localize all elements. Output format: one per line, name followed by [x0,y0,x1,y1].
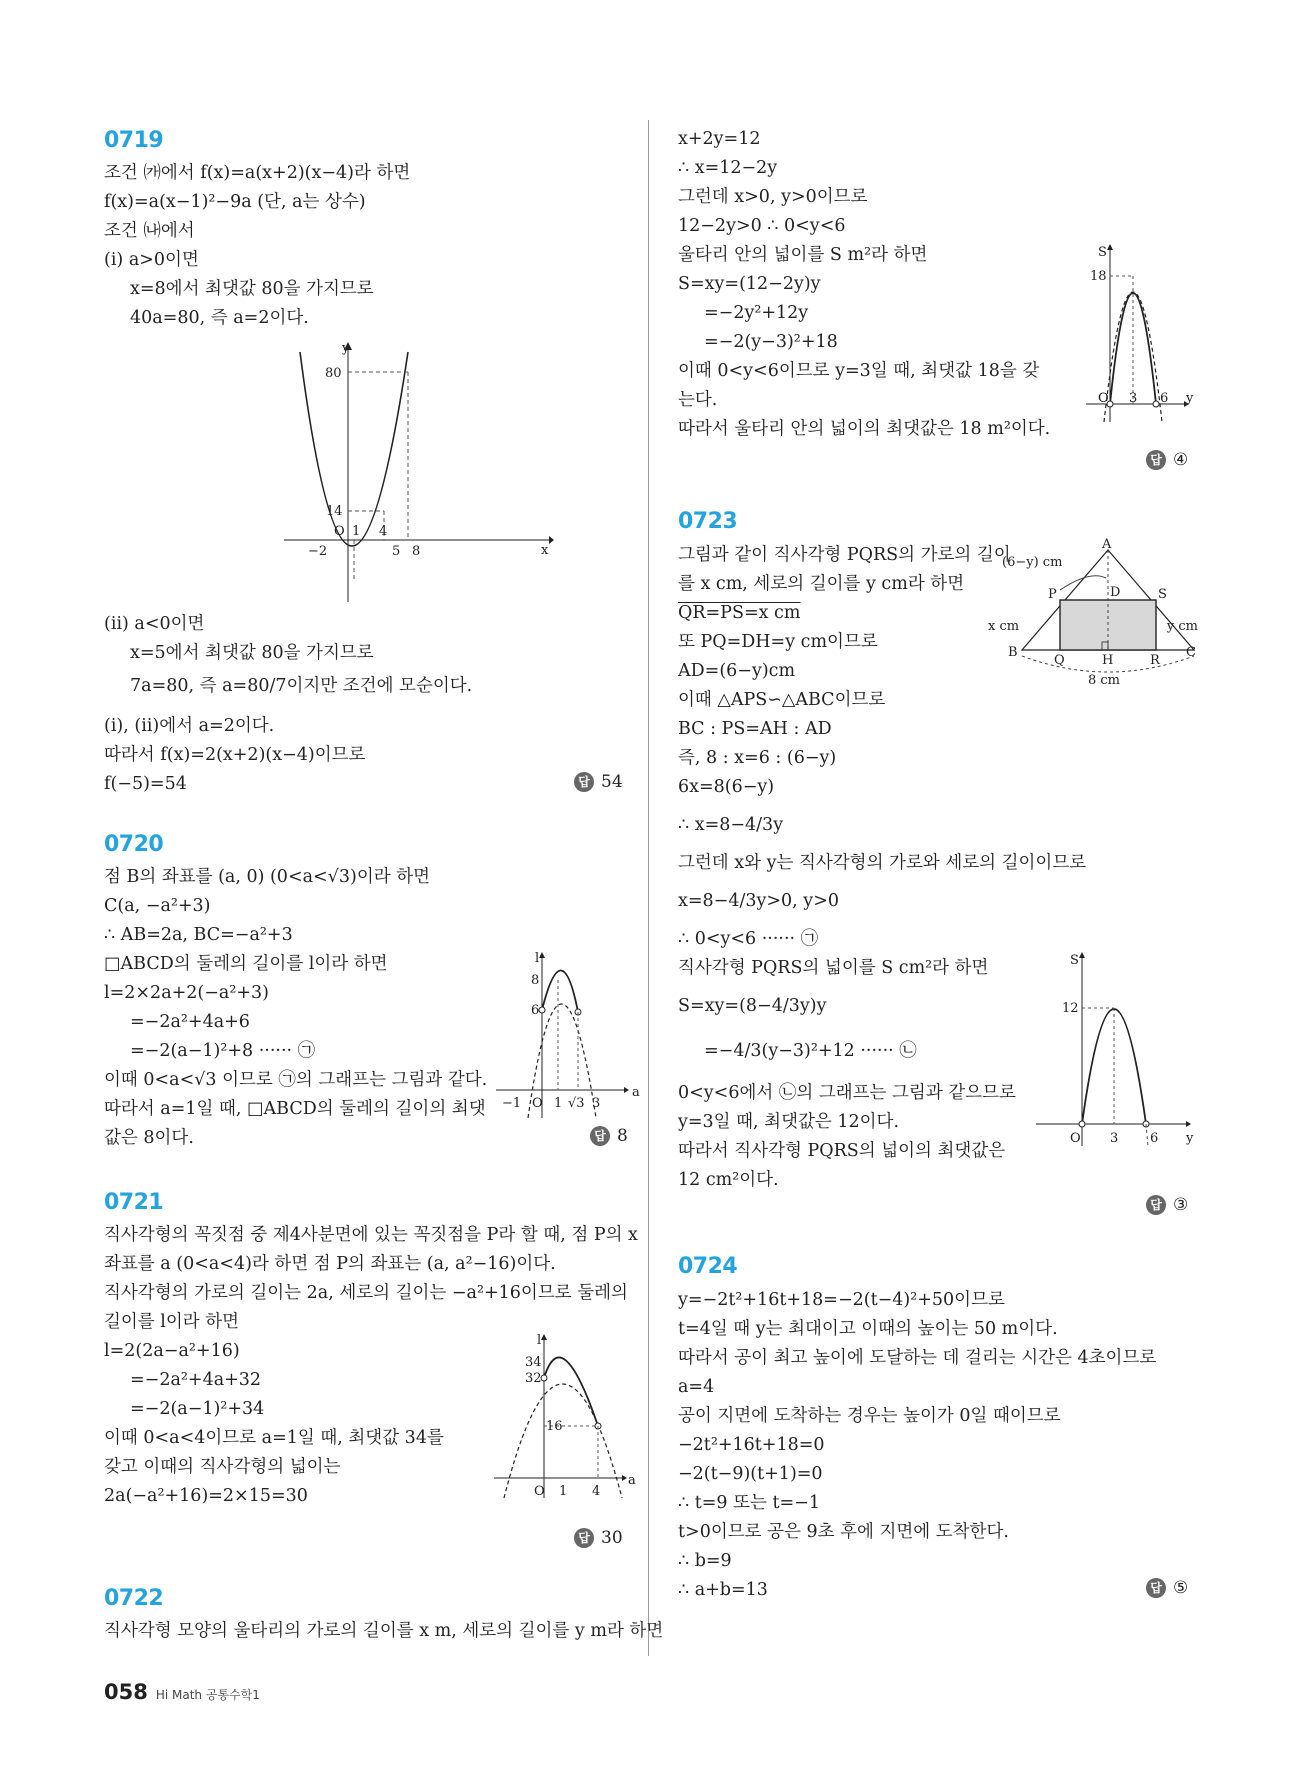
line: a=4 [678,1377,715,1397]
line: (ⅰ), (ⅱ)에서 a=2이다. [104,716,275,736]
line: ∴ 0<y<6 ······ ㉠ [678,929,819,949]
x-label: a [628,1473,636,1488]
answer-0724 [1146,1578,1188,1598]
tick-12: 12 [1062,1001,1079,1016]
line: 40a=80, 즉 a=2이다. [130,308,309,328]
problem-number-0720: 0720 [104,832,164,857]
graph-0720 [496,950,640,1120]
tick-m2: −2 [308,544,328,559]
y-arrow [1107,244,1113,250]
origin-label: O [532,1096,543,1111]
tick-4: 4 [379,524,388,539]
answer-badge: 답 [590,1126,610,1146]
problem-number-0724: 0724 [678,1254,738,1279]
line: 이때 △APS∽△ABC이므로 [678,690,886,710]
line: y=3일 때, 최댓값은 12이다. [678,1112,900,1132]
line: 2a(−a²+16)=2×15=30 [104,1486,308,1506]
y-label: S [1070,953,1079,968]
line: BC : PS=AH : AD [678,719,832,739]
line: AD=(6−y)cm [678,661,796,681]
line: QR=PS=x cm [678,603,801,623]
origin-label: O [534,1484,545,1499]
line: ∴ x=12−2y [678,158,778,178]
line: (ⅱ) a<0이면 [104,614,205,634]
x-arrow [1186,1121,1191,1127]
line: =−2(y−3)²+18 [704,332,838,352]
line: 따라서 울타리 안의 넓이의 최댓값은 18 m²이다. [678,419,1051,439]
x-arrow [624,1087,629,1093]
line: 갖고 이때의 직사각형의 넓이는 [104,1457,341,1477]
origin-label: O [1070,1131,1081,1146]
label-base: 8 cm [1088,673,1121,688]
triangle-figure-0723 [988,537,1198,688]
line: 직사각형의 가로의 길이는 2a, 세로의 길이는 −a²+16이므로 둘레의 [104,1283,628,1303]
line: l=2(2a−a²+16) [104,1341,240,1361]
parabola [300,352,408,546]
line: 7a=80, 즉 a=80/7이지만 조건에 모순이다. [130,676,473,696]
line: 따라서 직사각형 PQRS의 넓이의 최댓값은 [678,1141,1006,1161]
line: x+2y=12 [678,129,761,149]
page-number: 058 [104,1680,148,1704]
answer-badge: 답 [1146,1195,1166,1215]
line: S=xy=(8−4/3y)y [678,996,827,1016]
line: x=5에서 최댓값 80을 가지므로 [130,643,374,663]
line: 그런데 x와 y는 직사각형의 가로와 세로의 길이이므로 [678,853,1087,873]
tick-sqrt3: √3 [568,1096,585,1111]
label-q: Q [1054,653,1065,668]
answer-badge: 답 [574,772,594,792]
tick-8: 8 [531,973,540,988]
y-label: l [537,1333,542,1348]
y-arrow [541,1334,547,1340]
line: −2t²+16t+18=0 [678,1435,825,1455]
x-arrow [622,1475,627,1481]
y-arrow [539,952,545,958]
y-label: l [535,951,540,966]
tick-3: 3 [1110,1131,1119,1146]
parabola-dashed [504,1384,622,1498]
line: =−2y²+12y [704,303,809,323]
graph-0723 [1036,950,1196,1150]
answer-0722 [1146,450,1188,470]
line: 조건 ㈏에서 [104,221,195,241]
line: 조건 ㈎에서 f(x)=a(x+2)(x−4)라 하면 [104,163,411,183]
label-p: P [1048,587,1057,602]
label-r: R [1150,653,1160,668]
label-d: D [1110,585,1121,600]
x-label: y [1186,1131,1194,1146]
tick-5: 5 [392,544,401,559]
graph-0719 [284,340,554,602]
label-a: A [1102,537,1112,552]
open-point-a0 [539,1007,545,1013]
answer-value: ③ [1173,1195,1189,1215]
line: =−2a²+4a+32 [130,1370,262,1390]
answer-value: 30 [601,1528,623,1548]
tick-14: 14 [326,504,343,519]
open-point-a0 [541,1375,547,1381]
line: ∴ AB=2a, BC=−a²+3 [104,925,293,945]
line: =−2(a−1)²+8 ······ ㉠ [130,1041,316,1061]
tick-m1: −1 [502,1096,522,1111]
line: x=8−4/3y>0, y>0 [678,891,839,911]
tick-80: 80 [325,366,342,381]
line: 즉, 8 : x=6 : (6−y) [678,748,837,768]
open-point-0 [1079,1121,1085,1127]
line: =−2(a−1)²+34 [130,1399,265,1419]
answer-0719 [574,772,623,792]
line: 그런데 x>0, y>0이므로 [678,187,868,207]
problem-number-0723: 0723 [678,509,738,534]
tick-16: 16 [546,1419,563,1434]
line: 직사각형의 꼭짓점 중 제4사분면에 있는 꼭짓점을 P라 할 때, 점 P의 x [104,1225,638,1245]
line: 울타리 안의 넓이를 S m²라 하면 [678,245,928,265]
x-label: y [1186,391,1194,406]
answer-0723 [1146,1195,1188,1215]
line: 이때 0<a<√3 이므로 ㉠의 그래프는 그림과 같다. [104,1070,488,1090]
y-arrow [1079,952,1085,958]
line: 는다. [678,390,718,410]
line: 그림과 같이 직사각형 PQRS의 가로의 길이 [678,545,1011,565]
line: −2(t−9)(t+1)=0 [678,1464,823,1484]
line: 따라서 a=1일 때, □ABCD의 둘레의 길이의 최댓 [104,1099,486,1119]
tick-18: 18 [1090,269,1107,284]
origin-label: O [334,524,345,539]
label-b: B [1008,645,1018,660]
line: 직사각형 PQRS의 넓이를 S cm²라 하면 [678,958,989,978]
page-footer [104,1680,260,1704]
top-pointer [1060,576,1106,590]
graph-0722 [1076,242,1196,422]
line: =−2a²+4a+6 [130,1012,250,1032]
graph-0721 [494,1330,634,1500]
line: S=xy=(12−2y)y [678,274,821,294]
problem-number-0719: 0719 [104,128,164,153]
line: 좌표를 a (0<a<4)라 하면 점 P의 좌표는 (a, a²−16)이다. [104,1254,556,1274]
tick-8: 8 [412,544,421,559]
answer-badge: 답 [1146,450,1166,470]
line: 공이 지면에 도착하는 경우는 높이가 0일 때이므로 [678,1406,1061,1426]
line: □ABCD의 둘레의 길이를 l이라 하면 [104,954,388,974]
answer-value: ⑤ [1173,1578,1189,1598]
line: 이때 0<y<6이므로 y=3일 때, 최댓값 18을 갖 [678,361,1040,381]
parabola-solid [542,970,578,1012]
column-divider [648,120,649,1656]
line: 값은 8이다. [104,1128,194,1148]
answer-badge: 답 [1146,1578,1166,1598]
label-top-length: (6−y) cm [1002,555,1063,570]
tick-1: 1 [554,1096,563,1111]
line: C(a, −a²+3) [104,896,211,916]
line: ∴ t=9 또는 t=−1 [678,1493,820,1513]
x-arrow [549,536,554,544]
answer-value: 8 [617,1126,628,1146]
tick-32: 32 [525,1371,542,1386]
line: 6x=8(6−y) [678,777,775,797]
origin-label: O [1098,391,1109,406]
answer-0721 [574,1528,623,1548]
tick-6: 6 [531,1003,540,1018]
book-title: Hi Math 공통수학1 [155,1688,260,1702]
line: 직사각형 모양의 울타리의 가로의 길이를 x m, 세로의 길이를 y m라 하면 [104,1621,664,1641]
open-point-6 [1153,401,1159,407]
line: 또 PQ=DH=y cm이므로 [678,632,878,652]
line: =−4/3(y−3)²+12 ······ ㉡ [704,1041,917,1061]
line: (ⅰ) a>0이면 [104,250,199,270]
problem-number-0721: 0721 [104,1190,164,1215]
answer-value: ④ [1173,450,1189,470]
line: 따라서 공이 최고 높이에 도달하는 데 걸리는 시간은 4초이므로 [678,1348,1157,1368]
line: ∴ a+b=13 [678,1580,768,1600]
line: 12−2y>0 ∴ 0<y<6 [678,216,846,236]
parabola-solid [544,1357,598,1426]
y-label: y [342,341,350,356]
label-h: H [1102,653,1114,668]
line: 이때 0<a<4이므로 a=1일 때, 최댓값 34를 [104,1428,444,1448]
x-label: x [541,543,549,558]
tick-6: 6 [1160,391,1169,406]
line: 길이를 l이라 하면 [104,1312,240,1332]
tick-1: 1 [559,1484,568,1499]
tick-4: 4 [592,1484,601,1499]
label-s: S [1158,587,1167,602]
label-x-cm: x cm [988,619,1020,634]
y-label: S [1098,245,1107,260]
line: t>0이므로 공은 9초 후에 지면에 도착한다. [678,1522,1009,1542]
tick-1: 1 [352,524,361,539]
line: 점 B의 좌표를 (a, 0) (0<a<√3)이라 하면 [104,867,430,887]
line: l=2×2a+2(−a²+3) [104,983,269,1003]
tick-6: 6 [1150,1131,1159,1146]
tick-3: 3 [592,1096,601,1111]
answer-value: 54 [601,772,623,792]
line: ∴ x=8−4/3y [678,815,784,835]
line: x=8에서 최댓값 80을 가지므로 [130,279,374,299]
line: 0<y<6에서 ㉡의 그래프는 그림과 같으므로 [678,1083,1016,1103]
line: 를 x cm, 세로의 길이를 y cm라 하면 [678,574,965,594]
line: 12 cm²이다. [678,1170,779,1190]
line: t=4일 때 y는 최대이고 이때의 높이는 50 m이다. [678,1319,1058,1339]
problem-number-0722: 0722 [104,1586,164,1611]
line: y=−2t²+16t+18=−2(t−4)²+50이므로 [678,1290,1005,1310]
tick-34: 34 [525,1355,542,1370]
line: 따라서 f(x)=2(x+2)(x−4)이므로 [104,745,366,765]
line: f(−5)=54 [104,774,187,794]
label-y-cm: y cm [1166,619,1198,634]
answer-badge: 답 [574,1528,594,1548]
answer-0720 [590,1126,628,1146]
label-c: C [1186,645,1196,660]
x-label: a [632,1085,640,1100]
line: f(x)=a(x−1)²−9a (단, a는 상수) [104,192,366,212]
line: ∴ b=9 [678,1551,732,1571]
tick-3: 3 [1129,391,1138,406]
